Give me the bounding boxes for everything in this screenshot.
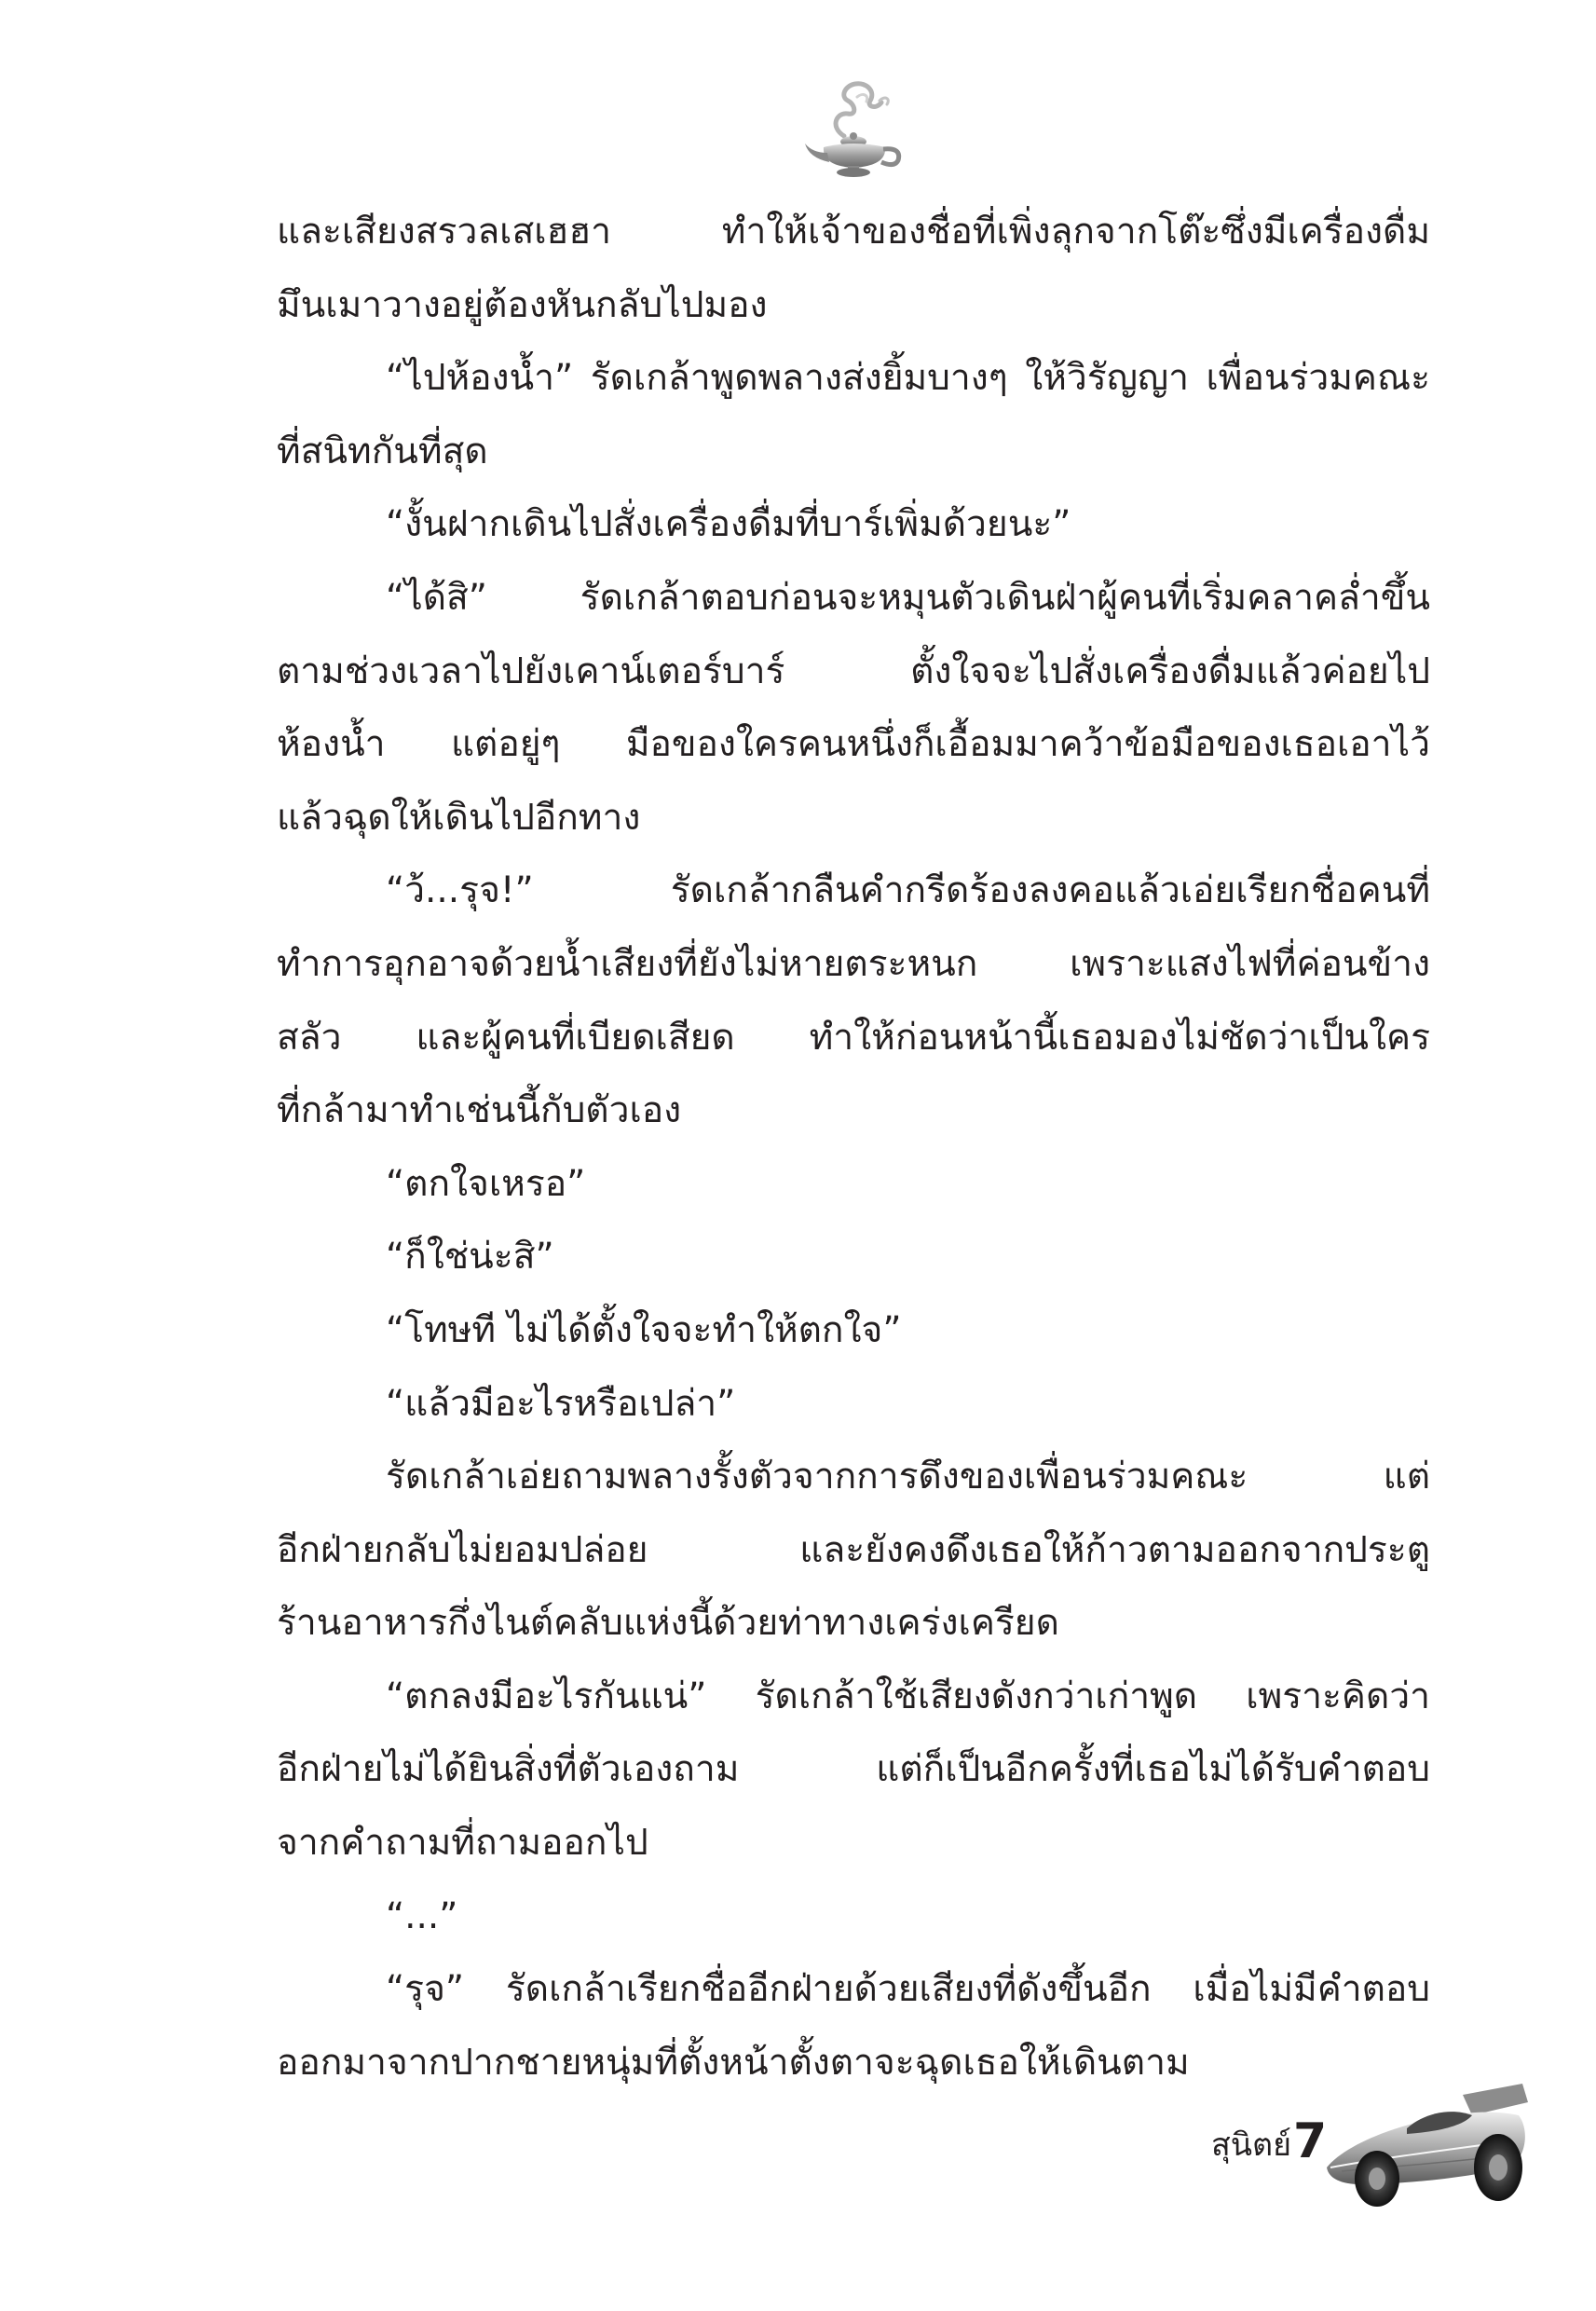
text-line: ห้องน้ำ แต่อยู่ๆ มือของใครคนหนึ่งก็เอื้อมมาคว้าข้อมือของเธอเอาไว้	[277, 723, 1430, 766]
genie-lamp-icon	[801, 78, 906, 181]
text-line: จากคำถามที่ถามออกไป	[277, 1822, 648, 1865]
text-line: “ก็ใช่น่ะสิ”	[386, 1236, 554, 1279]
text-line: “ตกใจเหรอ”	[386, 1162, 586, 1205]
text-line: “ว้...รุจ!” รัดเกล้ากลืนคำกรีดร้องลงคอแล้วเอ่ยเรียกชื่อคนที่	[386, 869, 1430, 912]
text-line: “...”	[386, 1894, 458, 1937]
text-line: รัดเกล้าเอ่ยถามพลางรั้งตัวจากการดึงของเพื่อนร่วมคณะ แต่	[386, 1456, 1430, 1498]
text-line: “ไปห้องน้ำ” รัดเกล้าพูดพลางส่งยิ้มบางๆ ให้วิรัญญา เพื่อนร่วมคณะ	[386, 357, 1430, 400]
text-line: “งั้นฝากเดินไปสั่งเครื่องดื่มที่บาร์เพิ่มด้วยนะ”	[386, 503, 1071, 546]
footer-author: สุนิตย์	[1211, 2126, 1291, 2164]
text-line: “แล้วมีอะไรหรือเปล่า”	[386, 1382, 736, 1425]
text-line: “ได้สิ” รัดเกล้าตอบก่อนจะหมุนตัวเดินฝ่าผู้คนที่เริ่มคลาคล่ำขึ้น	[386, 576, 1430, 619]
text-line: ตามช่วงเวลาไปยังเคาน์เตอร์บาร์ ตั้งใจจะไปสั่งเครื่องดื่มแล้วค่อยไป	[277, 650, 1430, 692]
text-line: “ตกลงมีอะไรกันแน่” รัดเกล้าใช้เสียงดังกว่าเก่าพูด เพราะคิดว่า	[386, 1675, 1430, 1717]
text-line: ที่สนิทกันที่สุด	[277, 430, 488, 472]
text-line: แล้วฉุดให้เดินไปอีกทาง	[277, 796, 641, 839]
text-line: ที่กล้ามาทำเช่นนี้กับตัวเอง	[277, 1089, 682, 1132]
text-line: สลัว และผู้คนที่เบียดเสียด ทำให้ก่อนหน้านี้เธอมองไม่ชัดว่าเป็นใคร	[277, 1016, 1430, 1059]
text-line: ออกมาจากปากชายหนุ่มที่ตั้งหน้าตั้งตาจะฉุดเธอให้เดินตาม	[277, 2041, 1190, 2084]
page-number: 7	[1293, 2113, 1328, 2169]
text-line: อีกฝ่ายกลับไม่ยอมปล่อย และยังคงดึงเธอให้ก้าวตามออกจากประตู	[277, 1528, 1430, 1571]
text-line: “โทษที ไม่ได้ตั้งใจจะทำให้ตกใจ”	[386, 1308, 902, 1351]
text-line: ร้านอาหารกึ่งไนต์คลับแห่งนี้ด้วยท่าทางเคร่งเครียด	[277, 1602, 1059, 1645]
body-text	[277, 196, 1430, 2099]
text-line: ทำการอุกอาจด้วยน้ำเสียงที่ยังไม่หายตระหนก เพราะแสงไฟที่ค่อนข้าง	[277, 942, 1430, 985]
text-line: และเสียงสรวลเสเฮฮา ทำให้เจ้าของชื่อที่เพิ่งลุกจากโต๊ะซึ่งมีเครื่องดื่ม	[277, 211, 1430, 253]
text-line: “รุจ” รัดเกล้าเรียกชื่ออีกฝ่ายด้วยเสียงที่ดังขึ้นอีก เมื่อไม่มีคำตอบ	[386, 1968, 1430, 2011]
text-line: มึนเมาวางอยู่ต้องหันกลับไปมอง	[277, 283, 768, 326]
text-line: อีกฝ่ายไม่ได้ยินสิ่งที่ตัวเองถาม แต่ก็เป็นอีกครั้งที่เธอไม่ได้รับคำตอบ	[277, 1748, 1430, 1791]
race-car-icon	[1323, 2074, 1533, 2214]
